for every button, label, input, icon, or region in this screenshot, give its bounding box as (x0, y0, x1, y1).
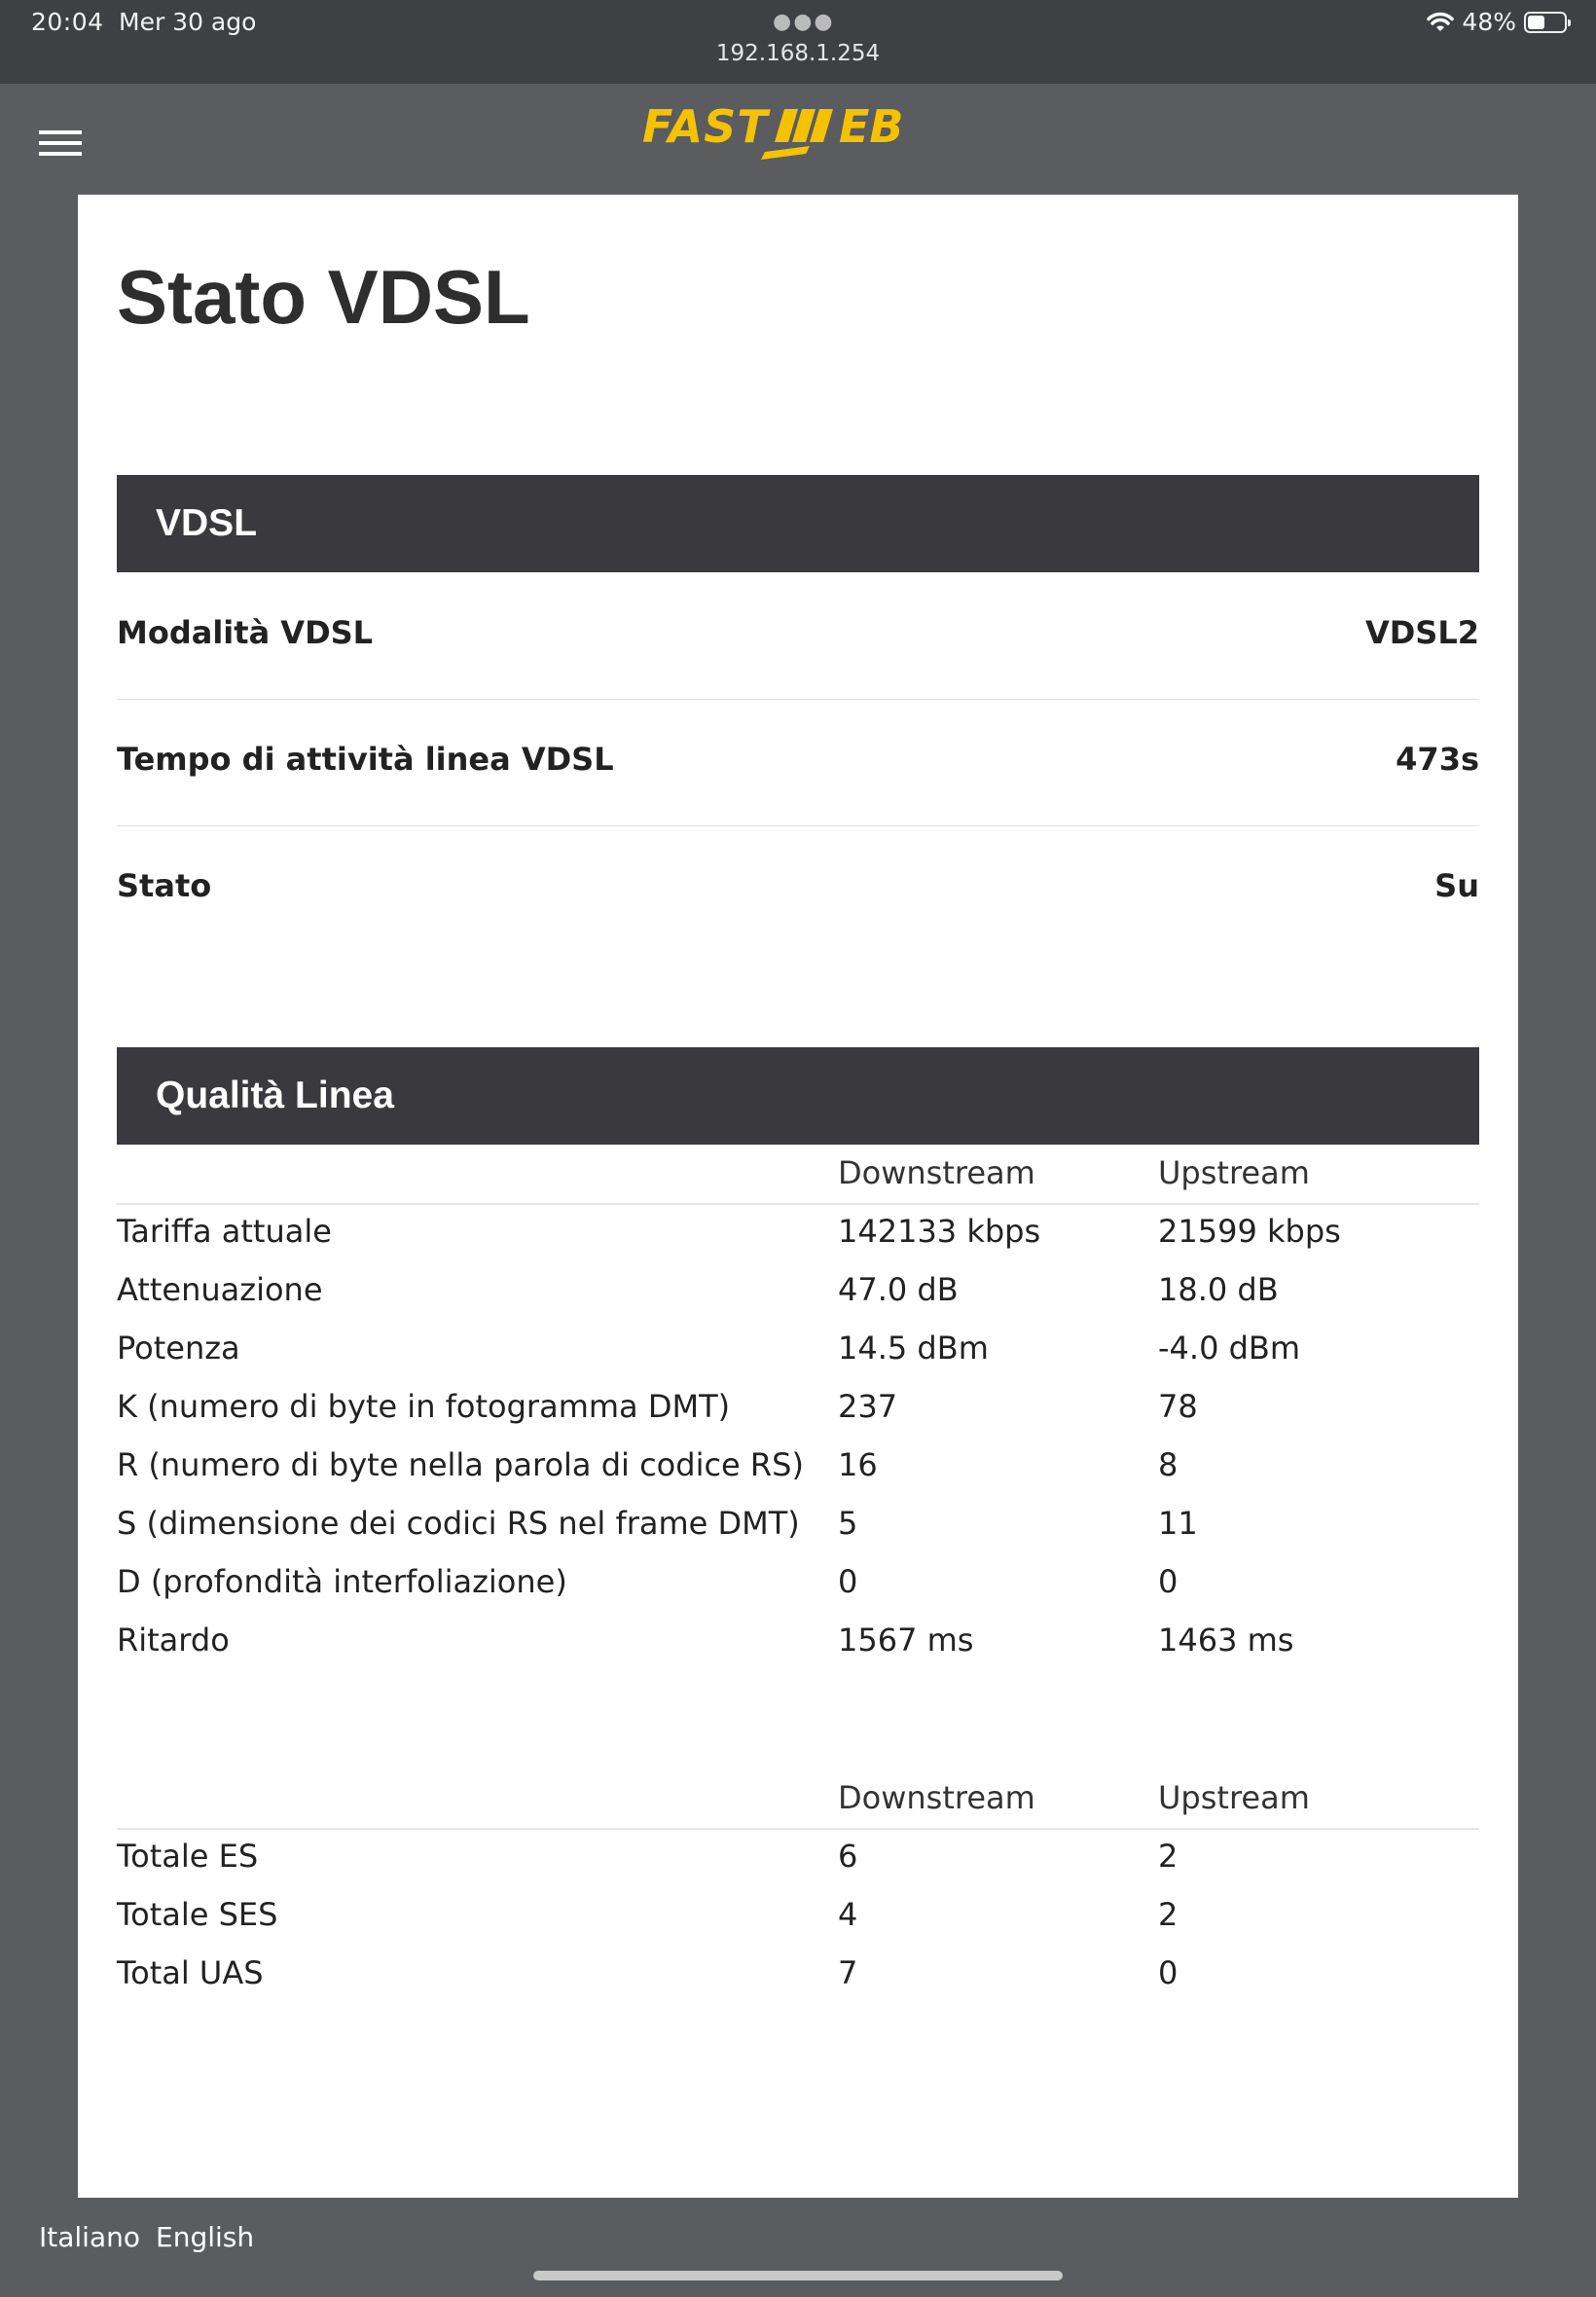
svg-text:FAST: FAST (642, 100, 769, 153)
home-indicator[interactable] (533, 2271, 1063, 2280)
upstream-value: 18.0 dB (1158, 1271, 1279, 1308)
svg-text:EB: EB (839, 100, 904, 153)
language-link-english[interactable]: English (156, 2221, 255, 2253)
line-quality-table (117, 1145, 1479, 1672)
section-header-vdsl: VDSL (117, 475, 1479, 572)
table-row (117, 1614, 1479, 1672)
status-time: 20:04 (31, 8, 104, 36)
table-row (117, 1497, 1479, 1555)
upstream-value: 78 (1158, 1388, 1198, 1425)
main-card (78, 195, 1518, 2198)
upstream-value: 2 (1158, 1838, 1179, 1875)
row-label: Totale ES (117, 1838, 259, 1875)
status-bar (0, 0, 1596, 84)
row-label: Potenza (117, 1330, 240, 1367)
downstream-value: 6 (838, 1838, 858, 1875)
wifi-icon (1427, 12, 1454, 33)
upstream-value: 1463 ms (1158, 1622, 1294, 1659)
table-row (117, 1380, 1479, 1439)
page-title: Stato VDSL (117, 254, 530, 340)
column-header-upstream: Upstream (1158, 1779, 1310, 1816)
upstream-value: 11 (1158, 1505, 1198, 1542)
table-header (117, 1769, 1479, 1830)
downstream-value: 47.0 dB (838, 1271, 959, 1308)
vdsl-mode-row (117, 572, 1479, 700)
vdsl-uptime-value: 473s (1396, 741, 1479, 778)
downstream-value: 4 (838, 1896, 858, 1933)
header (0, 84, 1596, 195)
vdsl-mode-value: VDSL2 (1364, 614, 1479, 651)
downstream-value: 0 (838, 1563, 858, 1600)
address-url[interactable]: 192.168.1.254 (715, 41, 881, 66)
ellipsis-icon[interactable]: ●●● (773, 10, 835, 34)
column-header-upstream: Upstream (1158, 1154, 1310, 1191)
vdsl-uptime-row (117, 699, 1479, 826)
vdsl-uptime-label: Tempo di attività linea VDSL (117, 741, 614, 778)
column-header-downstream: Downstream (838, 1154, 1035, 1191)
vdsl-status-value: Su (1434, 867, 1479, 904)
upstream-value: -4.0 dBm (1158, 1330, 1301, 1367)
downstream-value: 142133 kbps (838, 1213, 1041, 1250)
row-label: S (dimensione dei codici RS nel frame DMT) (117, 1505, 800, 1542)
row-label: Totale SES (117, 1896, 278, 1933)
row-label: Total UAS (117, 1954, 264, 1991)
upstream-value: 2 (1158, 1896, 1179, 1933)
upstream-value: 21599 kbps (1158, 1213, 1341, 1250)
table-row (117, 1439, 1479, 1497)
downstream-value: 5 (838, 1505, 858, 1542)
row-label: K (numero di byte in fotogramma DMT) (117, 1388, 731, 1425)
table-row (117, 1947, 1479, 2005)
downstream-value: 14.5 dBm (838, 1330, 989, 1367)
table-row (117, 1555, 1479, 1614)
vdsl-status-label: Stato (117, 867, 212, 904)
row-label: D (profondità interfoliazione) (117, 1563, 567, 1600)
hamburger-menu-icon[interactable] (39, 130, 82, 156)
column-header-downstream: Downstream (838, 1779, 1035, 1816)
downstream-value: 1567 ms (838, 1622, 974, 1659)
row-label: Attenuazione (117, 1271, 323, 1308)
table-row (117, 1830, 1479, 1888)
vdsl-mode-label: Modalità VDSL (117, 614, 374, 651)
table-header (117, 1145, 1479, 1205)
status-date: Mer 30 ago (119, 8, 257, 36)
battery-level (1528, 16, 1544, 29)
table-row (117, 1888, 1479, 1947)
language-link-italiano[interactable]: Italiano (39, 2221, 140, 2253)
upstream-value: 0 (1158, 1954, 1179, 1991)
downstream-value: 237 (838, 1388, 898, 1425)
error-stats-table (117, 1769, 1479, 2005)
battery-icon (1524, 12, 1567, 33)
status-indicators (1427, 8, 1567, 36)
table-row (117, 1205, 1479, 1263)
fastweb-logo (638, 99, 958, 165)
table-row (117, 1322, 1479, 1380)
row-label: R (numero di byte nella parola di codice RS) (117, 1446, 804, 1483)
battery-percent: 48% (1462, 8, 1516, 36)
vdsl-status-row (117, 825, 1479, 952)
upstream-value: 8 (1158, 1446, 1179, 1483)
downstream-value: 7 (838, 1954, 858, 1991)
downstream-value: 16 (838, 1446, 878, 1483)
section-header-line-quality: Qualità Linea (117, 1047, 1479, 1145)
row-label: Ritardo (117, 1622, 230, 1659)
table-row (117, 1263, 1479, 1322)
row-label: Tariffa attuale (117, 1213, 332, 1250)
upstream-value: 0 (1158, 1563, 1179, 1600)
